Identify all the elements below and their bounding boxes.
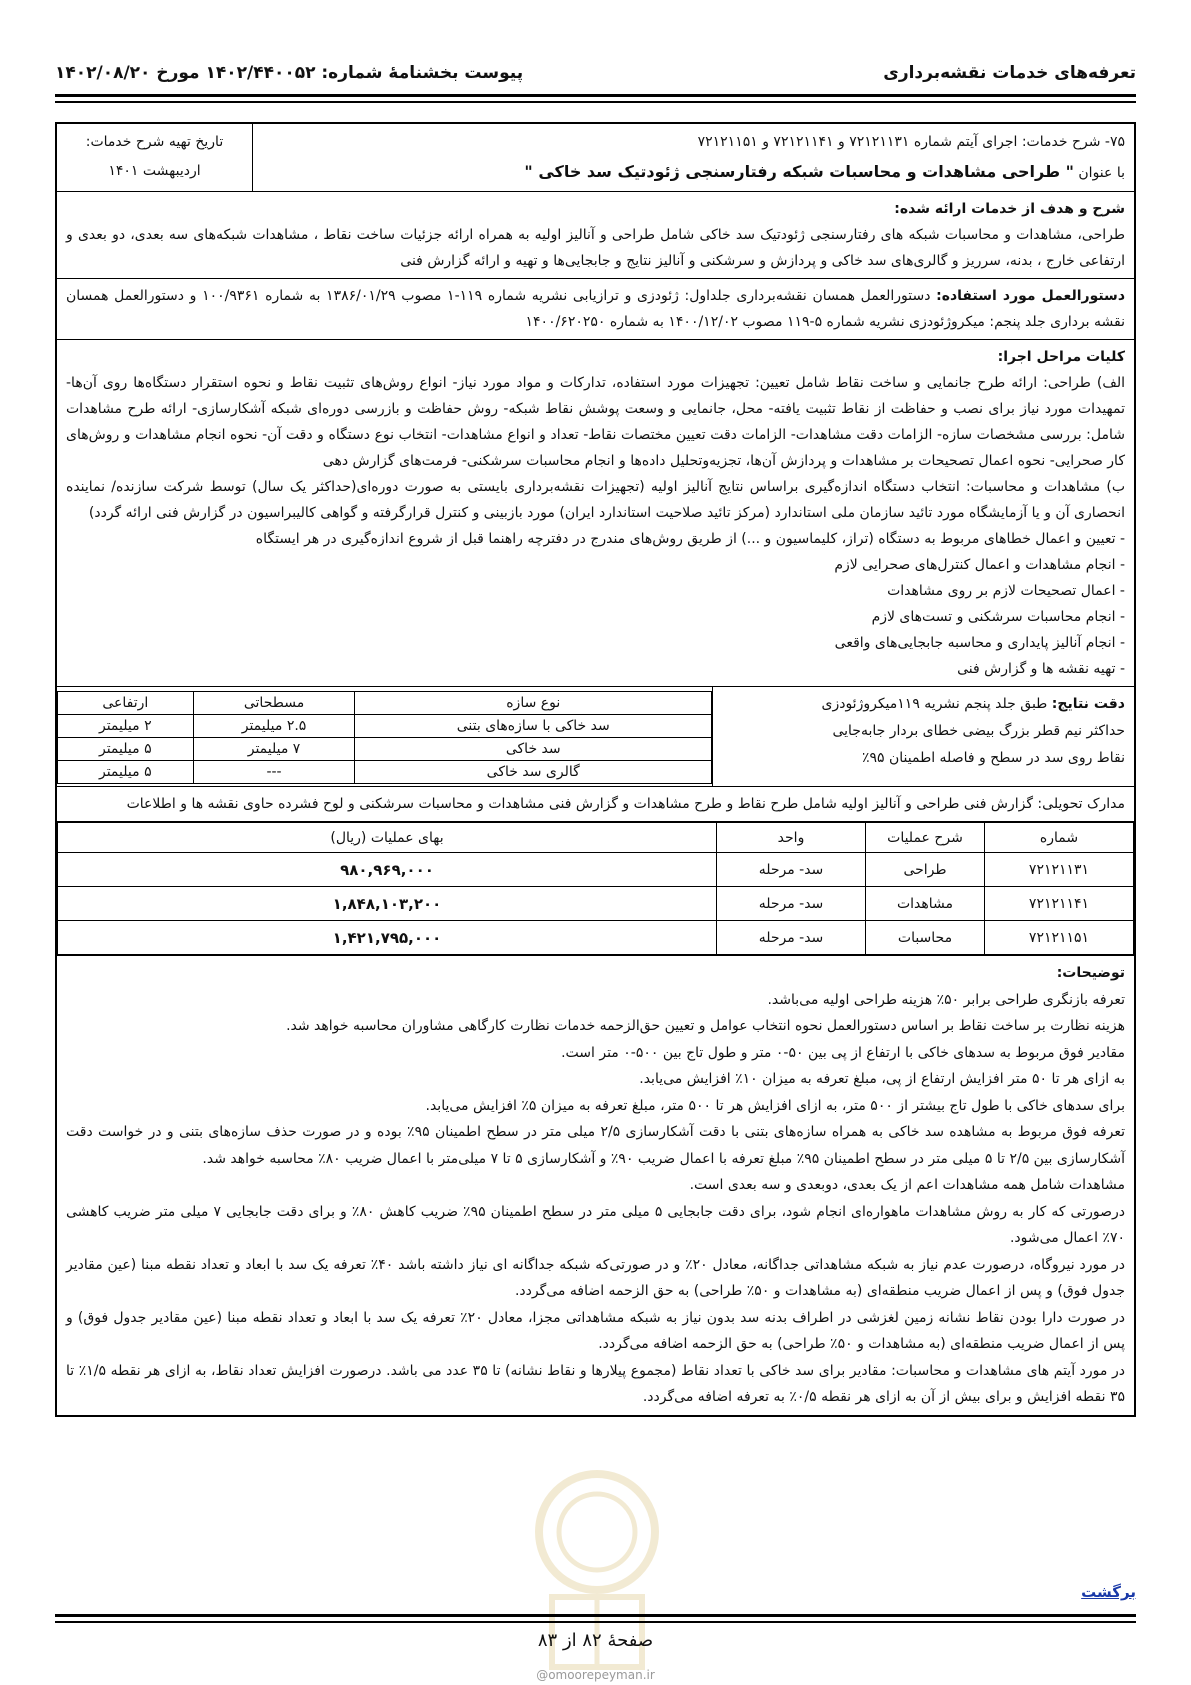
table-header-cell: واحد <box>717 823 866 853</box>
goal-heading: شرح و هدف از خدمات ارائه شده: <box>894 201 1125 217</box>
goal-section <box>57 192 1134 279</box>
table-header-cell: ارتفاعی <box>58 692 194 715</box>
note-item: در مورد نیروگاه، درصورت عدم نیاز به شبکه مشاهداتی جداگانه، معادل ۲۰٪ و در صورتی‌که شبکه جداگانه ای نیاز داشته باشد ۴۰٪ تعرفه یک سد با ابعاد و تعداد نقطه مبنا (عین مقادیر جدول فوق) و پس از اعمال ضریب منطقه‌ای (به مشاهدات و ۵۰٪ طراحی) به حق الزحمه اضافه می‌گردد. <box>66 1256 1126 1299</box>
notes-section <box>57 956 1134 1415</box>
table-row <box>58 921 1134 955</box>
note-item: مقادیر فوق مربوط به سدهای خاکی با ارتفاع از پی بین ۵۰-۰ متر و طول تاج بین ۵۰۰-۰ متر است. <box>561 1044 1125 1061</box>
costs-table <box>57 822 1134 955</box>
page-number: صفحهٔ ۸۲ از ۸۳ <box>537 1630 654 1651</box>
date-value: اردیبهشت ۱۴۰۱ <box>108 163 201 179</box>
footer-rule <box>55 1614 1136 1617</box>
steps-design: الف) طراحی: ارائه طرح جانمایی و ساخت نقاط شامل تعیین: تجهیزات مورد استفاده، تدارکات و مواد مورد نیاز- انواع روش‌های تثبیت نقاط و نحوه استقرار دستگاه‌ها روی آن‌ها- تمهیدات مورد نیاز برای نصب و حفاظت از نقاط تثبیت یافته- محل، جانمایی و وسعت پوشش نقاط شبکه- روش حفاظت و بازرسی دوره‌ای شبکه آشکارسازی- ارائه طرح مشاهدات شامل: بررسی مشخصات سازه- الزامات دقت مشاهدات- الزامات دقت تعیین مختصات نقاط- تعداد و انواع مشاهدات- انتخاب نوع دستگاه و دقت آن- نحوه انجام مشاهدات و روش‌های کار صحرایی- نحوه اعمال تصحیحات بر مشاهدات و پردازش آن‌ها، تجزیه‌وتحلیل داده‌ها و انجام محاسبات سرشکنی- فرمت‌های گزارش دهی <box>66 375 1125 469</box>
table-header-row <box>58 692 712 715</box>
table-cell: سد- مرحله <box>717 921 866 955</box>
table-cell: طراحی <box>866 853 985 887</box>
service-header-row <box>57 124 1134 192</box>
attachment-info: پیوست بخشنامهٔ شماره: ۱۴۰۲/۴۴۰۰۵۲ مورخ ۱۴۰۲/۰۸/۲۰ <box>55 63 524 83</box>
table-header-cell: شرح عملیات <box>866 823 985 853</box>
table-cell: سد خاکی با سازه‌های بتنی <box>355 715 712 738</box>
accuracy-text-2: حداکثر نیم قطر بزرگ بیضی خطای بردار جابه‌جایی <box>832 723 1125 739</box>
accuracy-text-3: نقاط روی سد در سطح و فاصله اطمینان ۹۵٪ <box>861 750 1125 766</box>
table-cell: ۵ میلیمتر <box>58 761 194 784</box>
table-cell: ۲ میلیمتر <box>58 715 194 738</box>
costs-section <box>57 822 1134 956</box>
steps-section <box>57 340 1134 687</box>
price-cell: ۹۸۰,۹۶۹,۰۰۰ <box>58 853 717 887</box>
list-item: - انجام مشاهدات و اعمال کنترل‌های صحرایی لازم <box>834 557 1125 573</box>
table-row <box>58 887 1134 921</box>
table-cell: سد- مرحله <box>717 853 866 887</box>
page-header <box>55 60 1136 86</box>
table-cell: ۲.۵ میلیمتر <box>193 715 355 738</box>
accuracy-heading: دقت نتایج: <box>1051 696 1125 712</box>
steps-list <box>66 526 1125 682</box>
steps-observations: ب) مشاهدات و محاسبات: انتخاب دستگاه اندازه‌گیری براساس نتایج آنالیز اولیه (تجهیزات نقشه‌برداری بایستی به صورت دوره‌ای(حداکثر یک سال) توسط شرکت سازنده/ نماینده انحصاری آن و یا آزمایشگاه مورد تائید سازمان ملی استاندارد (مرکز تائید صلاحیت استاندارد ایران) مورد بازبینی و کنترل قرارگرفته و گواهی کالیبراسیون در گزارش فنی ارائه گردد) <box>66 479 1125 521</box>
accuracy-table <box>57 691 712 784</box>
list-item: - انجام آنالیز پایداری و محاسبه جابجایی‌های واقعی <box>834 635 1125 651</box>
note-item: به ازای هر تا ۵۰ متر افزایش ارتفاع از پی، مبلغ تعرفه به میزان ۱۰٪ افزایش می‌یابد. <box>639 1071 1125 1087</box>
note-item: درصورتی که کار به روش مشاهدات ماهواره‌ای انجام شود، برای دقت جابجایی ۵ میلی متر در سطح اطمینان ۹۵٪ ضریب کاهش ۸۰٪ و برای دقت جابجایی ۷ میلی متر ضریب کاهشی ۷۰٪ اعمال می‌شود. <box>66 1203 1125 1246</box>
list-item: - تعیین و اعمال خطاهای مربوط به دستگاه (تراز، کلیماسیون و ...) از طریق روش‌های مندرج در دفترچه راهنما قبل از شروع اندازه‌گیری در هر ایستگاه <box>255 531 1125 547</box>
table-cell: سد خاکی <box>355 738 712 761</box>
back-link[interactable]: برگشت <box>1081 1583 1136 1601</box>
accuracy-text <box>713 687 1134 786</box>
note-item: در مورد آیتم های مشاهدات و محاسبات: مقادیر برای سد خاکی با تعداد نقاط (مجموع پیلارها و نقاط نشانه) تا ۳۵ عدد می باشد. درصورت افزایش تعداد نقاط، به ازای هر نقطه ۱/۵٪ تا ۳۵ نقطه افزایش و برای بیش از آن به ازای هر نقطه ۰/۵٪ به تعرفه اضافه می‌گردد. <box>66 1362 1125 1405</box>
deliverables-text: مدارک تحویلی: گزارش فنی طراحی و آنالیز اولیه شامل طرح نقاط و طرح مشاهدات و گزارش فنی مشاهدات و محاسبات سرشکنی و لوح فشرده حاوی نقشه ها و اطلاعات <box>126 796 1125 812</box>
table-cell: محاسبات <box>866 921 985 955</box>
watermark-text: @omoorepeyman.ir <box>536 1668 655 1682</box>
instructions-text: دستورالعمل همسان نقشه‌برداری جلداول: ژئودزی و ترازیابی نشریه شماره ۱۱۹-۱ مصوب ۱۳۸۶/۰۱/۲۹ به شماره ۱۰۰/۹۳۶۱ و دستورالعمل همسان نقشه برداری جلد پنجم: میکروژئودزی نشریه شماره ۵-۱۱۹ مصوب ۱۴۰۰/۱۲/۰۲ به شماره ۱۴۰۰/۶۲۰۲۵۰ <box>66 288 1125 330</box>
list-item: - انجام محاسبات سرشکنی و تست‌های لازم <box>871 609 1125 625</box>
title-prefix: با عنوان <box>1073 165 1125 181</box>
document-title: تعرفه‌های خدمات نقشه‌برداری <box>883 63 1136 83</box>
table-row <box>58 853 1134 887</box>
list-item: - اعمال تصحیحات لازم بر روی مشاهدات <box>887 583 1125 599</box>
price-cell: ۱,۴۲۱,۷۹۵,۰۰۰ <box>58 921 717 955</box>
note-item: در صورت دارا بودن نقاط نشانه زمین لغزشی در اطراف بدنه سد بدون نیاز به شبکه مشاهداتی مجزا، معادل ۲۰٪ تعرفه یک سد با ابعاد و تعداد نقطه مبنا (عین مقادیر جدول فوق) و پس از اعمال ضریب منطقه‌ای (به مشاهدات و ۵۰٪ طراحی) به حق الزحمه اضافه می‌گردد. <box>66 1309 1125 1352</box>
note-item: تعرفه بازنگری طراحی برابر ۵۰٪ هزینه طراحی اولیه می‌باشد. <box>767 991 1125 1008</box>
date-label: تاریخ تهیه شرح خدمات: <box>85 134 224 150</box>
list-item: - تهیه نقشه ها و گزارش فنی <box>957 661 1125 677</box>
table-header-cell: مسطحاتی <box>193 692 355 715</box>
service-description <box>253 124 1134 191</box>
table-header-cell: بهای عملیات (ریال) <box>58 823 717 853</box>
service-items-line: ۷۵- شرح خدمات: اجرای آیتم شماره ۷۲۱۲۱۱۳۱ و ۷۲۱۲۱۱۴۱ و ۷۲۱۲۱۱۵۱ <box>697 134 1125 150</box>
table-row <box>58 761 712 784</box>
instructions-heading: دستورالعمل مورد استفاده: <box>936 288 1126 304</box>
header-rule <box>55 94 1136 97</box>
table-cell: ۷ میلیمتر <box>193 738 355 761</box>
table-cell: ۵ میلیمتر <box>58 738 194 761</box>
table-cell: گالری سد خاکی <box>355 761 712 784</box>
table-row <box>58 738 712 761</box>
table-header-cell: نوع سازه <box>355 692 712 715</box>
instructions-section <box>57 279 1134 340</box>
table-cell: مشاهدات <box>866 887 985 921</box>
steps-heading: کلیات مراحل اجرا: <box>997 349 1125 365</box>
accuracy-text-1: طبق جلد پنجم نشریه ۱۱۹میکروژئودزی <box>821 696 1052 712</box>
accuracy-table-wrap <box>57 687 713 786</box>
service-title-line <box>262 157 1125 188</box>
accuracy-section <box>57 687 1134 787</box>
table-header-row <box>58 823 1134 853</box>
note-item: برای سدهای خاکی با طول تاج بیشتر از ۵۰۰ متر، به ازای افزایش هر تا ۵۰۰ متر، مبلغ تعرفه به میزان ۵٪ افزایش می‌یابد. <box>425 1097 1125 1114</box>
table-cell: ۷۲۱۲۱۱۳۱ <box>985 853 1134 887</box>
note-item: مشاهدات شامل همه مشاهدات اعم از یک بعدی، دوبعدی و سه بعدی است. <box>689 1177 1125 1193</box>
table-header-cell: شماره <box>985 823 1134 853</box>
notes-heading: توضیحات: <box>1056 965 1125 981</box>
table-cell: سد- مرحله <box>717 887 866 921</box>
service-sheet <box>55 122 1136 1417</box>
table-cell: ۷۲۱۲۱۱۴۱ <box>985 887 1134 921</box>
service-title: " طراحی مشاهدات و محاسبات شبکه رفتارسنجی ژئودتیک سد خاکی " <box>524 162 1074 181</box>
price-cell: ۱,۸۴۸,۱۰۳,۲۰۰ <box>58 887 717 921</box>
table-cell: ۷۲۱۲۱۱۵۱ <box>985 921 1134 955</box>
goal-text: طراحی، مشاهدات و محاسبات شبکه های رفتارسنجی ژئودتیک سد خاکی شامل طراحی و آنالیز اولیه به همراه ارائه جزئیات ساخت نقاط ، مشاهدات شبکه‌های سه بعدی، دو بعدی و ارتفاعی خارج ، بدنه، سرریز و گالری‌های سد خاکی و پردازش و سرشکنی و آنالیز نتایج و جابجایی‌ها و تهیه و ارائه گزارش فنی <box>66 227 1125 269</box>
table-row <box>58 715 712 738</box>
note-item: هزینه نظارت بر ساخت نقاط بر اساس دستورالعمل نحوه انتخاب عوامل و تعیین حق‌الزحمه خدمات نظارت کارگاهی مشاوران محاسبه خواهد شد. <box>286 1018 1125 1034</box>
table-cell: --- <box>193 761 355 784</box>
deliverables-section <box>57 787 1134 822</box>
footer-rule-thin <box>55 1621 1136 1623</box>
note-item: تعرفه فوق مربوط به مشاهده سد خاکی به همراه سازه‌های بتنی با دقت آشکارسازی ۲/۵ میلی متر در سطح اطمینان ۹۵٪ بوده و در صورت حذف سازه‌های بتنی و در خواست دقت آشکارسازی بین ۲/۵ تا ۵ میلی متر در سطح اطمینان ۹۵٪ مبلغ تعرفه با اعمال ضریب ۹۰٪ و آشکارسازی ۵ تا ۷ میلی‌متر با اعمال ضریب ۸۰٪ محاسبه خواهد شد. <box>66 1124 1125 1167</box>
header-rule-thin <box>55 101 1136 103</box>
service-date-box <box>57 124 253 191</box>
